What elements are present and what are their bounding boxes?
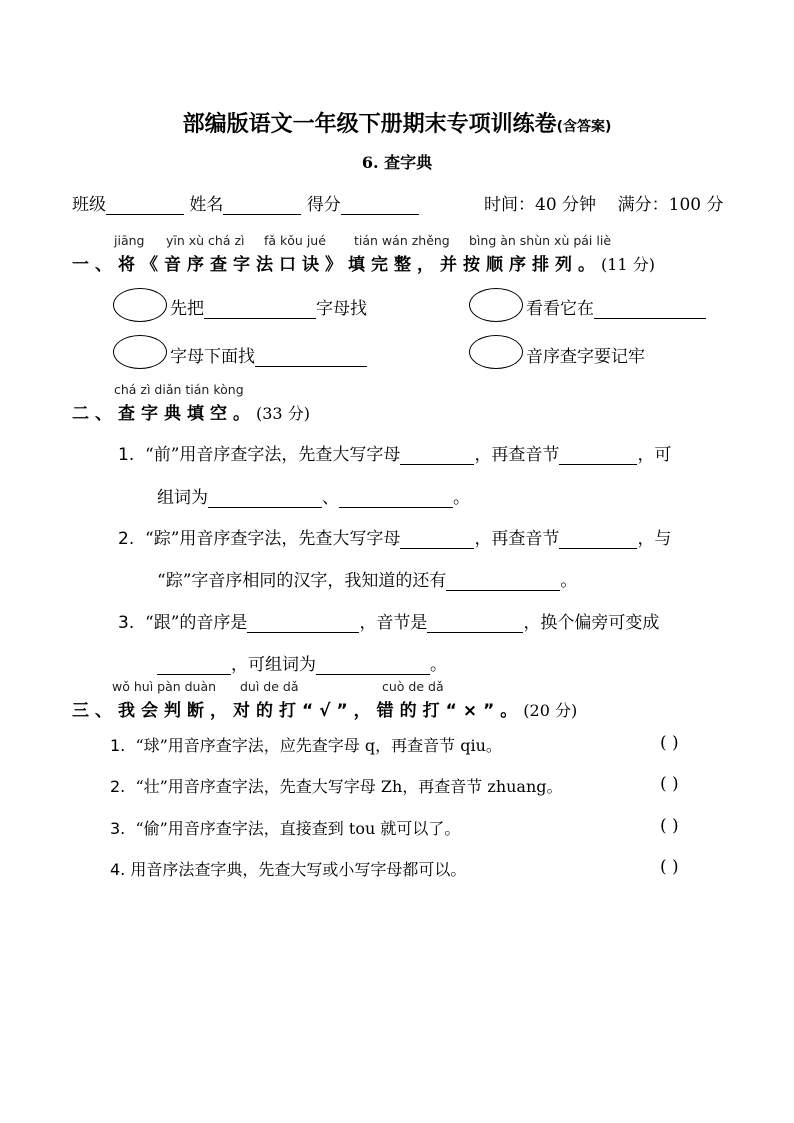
s1-item-1-after: 字母找: [316, 299, 367, 319]
s2-q3-text-c: ，换个偏旁可变成: [523, 613, 660, 633]
name-field[interactable]: [223, 196, 301, 215]
s1-pinyin-1: jiāng: [114, 233, 145, 248]
section3-title: 三、我会判断，对的打“√”，错的打“×”。: [72, 701, 524, 721]
name-label: 姓名: [189, 195, 224, 215]
s2-q3-num: 3.: [118, 613, 135, 633]
s2-q2-line2: [157, 566, 577, 591]
title-suffix: (含答案): [556, 119, 612, 135]
s2-q3-line2: [157, 650, 447, 675]
s2-q1-blank-word2[interactable]: [339, 489, 453, 508]
s2-pinyin: chá zì diǎn tián kòng: [114, 382, 244, 397]
s3-item-1-text: “球”用音序查字法，应先查字母 q，再查音节 qiu。: [135, 736, 502, 755]
s2-q3-line1: [118, 608, 659, 633]
s1-blank-1[interactable]: [204, 300, 316, 319]
section3-score: (20 分): [523, 701, 578, 720]
s2-q1-line1: [118, 440, 671, 465]
s2-q1-text-b: ，再查音节: [474, 445, 560, 465]
s2-q2-line1: [118, 524, 671, 549]
class-label: 班级: [72, 195, 106, 215]
s2-q2-num: 2.: [118, 529, 135, 549]
title-text: 部编版语文一年级下册期末专项训练卷: [182, 112, 557, 137]
s3-item-4-text: 用音序法查字典，先查大写或小写字母都可以。: [130, 860, 467, 879]
s2-q1-text-c: ，可: [637, 445, 672, 465]
page-title: [0, 107, 794, 138]
s3-item-2-num: 2.: [110, 777, 126, 796]
score-field[interactable]: [341, 196, 419, 215]
s2-q2-text-b: ，再查音节: [474, 529, 560, 549]
s2-q3-text-a: “跟”的音序是: [145, 613, 248, 633]
s1-item-1-before: 先把: [170, 299, 204, 319]
s3-answer-4[interactable]: ( ): [660, 857, 679, 877]
order-oval-3[interactable]: [113, 335, 167, 369]
full-score-label: 满分：100 分: [617, 195, 724, 215]
s2-q1-text-e: 、: [322, 488, 339, 508]
s2-q2-blank-chars[interactable]: [446, 572, 560, 591]
s3-pinyin-3: cuò de dǎ: [382, 679, 444, 694]
s3-pinyin-2: duì de dǎ: [240, 679, 299, 694]
s2-q2-blank-letter[interactable]: [400, 530, 474, 549]
section2-heading: [72, 399, 310, 424]
s3-item-2: [110, 774, 563, 797]
section2-title: 二、查字典填空。: [72, 404, 256, 424]
s3-item-3-num: 3.: [110, 819, 126, 838]
s1-pinyin-3: fǎ kǒu jué: [264, 233, 326, 248]
s1-item-2: [526, 294, 706, 319]
s2-q1-blank-letter[interactable]: [400, 446, 474, 465]
s2-q1-num: 1.: [118, 445, 135, 465]
s3-item-3-text: “偷”用音序查字法，直接查到 tou 就可以了。: [135, 819, 461, 838]
s2-q1-text-d: 组词为: [157, 488, 208, 508]
s2-q2-blank-syllable[interactable]: [559, 530, 637, 549]
s1-item-3-before: 字母下面找: [170, 347, 255, 367]
class-field[interactable]: [106, 196, 184, 215]
s3-item-3: [110, 816, 460, 839]
score-label: 得分: [306, 195, 341, 215]
s2-q3-blank-syllable[interactable]: [427, 614, 523, 633]
section1-heading: [72, 250, 655, 275]
s3-item-2-text: “壮”用音序查字法，先查大写字母 Zh，再查音节 zhuang。: [135, 777, 563, 796]
time-info: [484, 190, 724, 215]
section1-score: (11 分): [601, 255, 655, 274]
s2-q3-blank-word[interactable]: [316, 656, 430, 675]
s2-q3-text-d: ，可组词为: [231, 655, 316, 675]
section1-title: 一、将《音序查字法口诀》填完整，并按顺序排列。: [72, 255, 601, 275]
s1-pinyin-2: yīn xù chá zì: [166, 233, 245, 248]
s1-blank-2[interactable]: [594, 300, 706, 319]
section2-score: (33 分): [256, 404, 310, 423]
s2-q3-text-e: 。: [430, 655, 447, 675]
s2-q2-text-a: “踪”用音序查字法，先查大写字母: [145, 529, 401, 549]
s1-item-2-before: 看看它在: [526, 299, 594, 319]
order-oval-1[interactable]: [113, 288, 167, 322]
s2-q1-blank-word1[interactable]: [208, 489, 322, 508]
s1-pinyin-5: bìng àn shùn xù pái liè: [469, 233, 612, 248]
s2-q2-text-e: 。: [560, 571, 578, 591]
s1-pinyin-4: tián wán zhěng: [354, 233, 450, 248]
s2-q1-text-a: “前”用音序查字法，先查大写字母: [145, 445, 401, 465]
s2-q2-text-c: ，与: [637, 529, 672, 549]
s3-answer-2[interactable]: ( ): [660, 774, 679, 794]
s1-item-1: [170, 294, 367, 319]
info-line: [72, 190, 419, 215]
order-oval-4[interactable]: [469, 335, 523, 369]
s2-q2-text-d: “踪”字音序相同的汉字，我知道的还有: [157, 571, 447, 591]
s2-q1-blank-syllable[interactable]: [559, 446, 637, 465]
section3-heading: [72, 696, 577, 721]
s3-answer-3[interactable]: ( ): [660, 816, 679, 836]
s2-q1-text-f: 。: [453, 488, 470, 508]
s2-q3-blank-newchar[interactable]: [157, 656, 231, 675]
s3-item-1-num: 1.: [110, 736, 126, 755]
s3-answer-1[interactable]: ( ): [660, 733, 679, 753]
page-subtitle: 6. 查字典: [361, 153, 433, 172]
s2-q1-line2: [157, 483, 470, 508]
s3-item-4: [110, 857, 466, 880]
s2-q3-text-b: ，音节是: [359, 613, 428, 633]
s3-pinyin-1: wǒ huì pàn duàn: [112, 679, 217, 694]
s1-item-3: [170, 342, 367, 367]
s1-item-4: 音序查字要记牢: [526, 347, 645, 367]
s2-q3-blank-letter[interactable]: [247, 614, 359, 633]
s3-item-1: [110, 733, 502, 756]
s1-blank-3[interactable]: [255, 348, 367, 367]
time-label: 时间：40 分钟: [484, 195, 597, 215]
order-oval-2[interactable]: [469, 288, 523, 322]
s3-item-4-num: 4.: [110, 860, 126, 879]
